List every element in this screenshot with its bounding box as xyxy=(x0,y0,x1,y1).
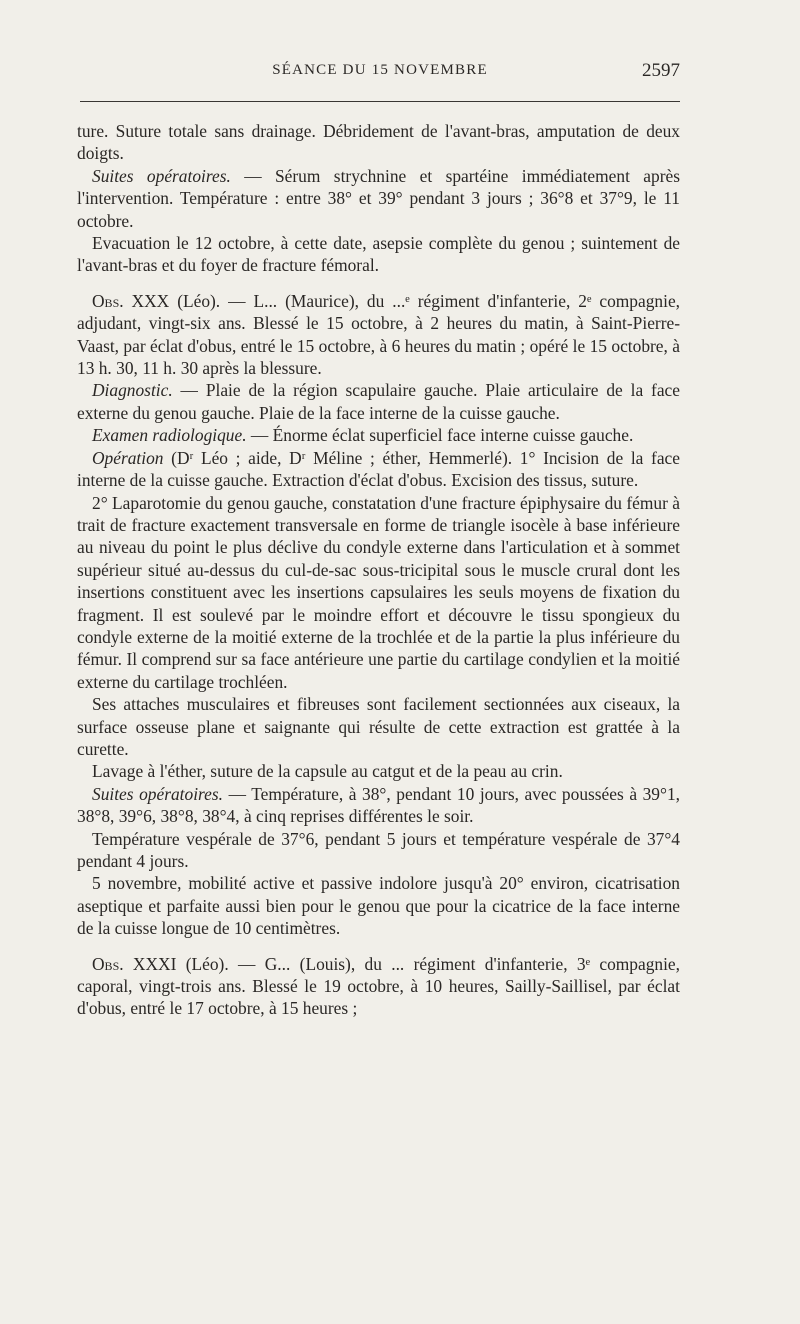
paragraph-text: 5 novembre, mobilité active et passive indolore jusqu'à 20° environ, cicatrisation aseptique et parfaite aussi bien pour le genou que pour la cicatrice de la face interne de la cuisse longue de 10 centimètres. xyxy=(77,873,680,939)
paragraph-text: Température vespérale de 37°6, pendant 5 jours et température vespérale de 37°4 pendant 4 jours. xyxy=(77,828,680,871)
header-rule xyxy=(80,101,680,102)
body-text xyxy=(77,120,680,1020)
paragraph-text: — Plaie de la région scapulaire gauche. Plaie articulaire de la face externe du genou gauche. Plaie de la face interne de la cuisse gauche. xyxy=(77,380,680,423)
paragraph-text: ture. Suture totale sans drainage. Débridement de l'avant-bras, amputation de deux doigts. xyxy=(77,121,680,164)
running-head: SÉANCE DU 15 NOVEMBRE xyxy=(272,62,488,78)
paragraph-text: — Sérum strychnine et spartéine immédiatement après l'intervention. Température : entre 38° et 39° pendant 3 jours ; 36°8 et 37°9, le 11 octobre. xyxy=(77,165,680,231)
paragraph-obs-xxxi xyxy=(77,953,680,1020)
paragraph-laparotomie xyxy=(77,492,680,694)
paragraph-examen-radiologique xyxy=(77,424,680,446)
paragraph-text: Ses attaches musculaires et fibreuses sont facilement sectionnées aux ciseaux, la surface osseuse plane et saignante qui résulte de cette extraction est grattée à la curette. xyxy=(77,694,680,759)
paragraph-lead: Suites opératoires. xyxy=(92,165,231,186)
paragraph-text: 2° Laparotomie du genou gauche, constatation d'une fracture épiphysaire du fémur à trait de fracture exactement transversale en forme de triangle isocèle à base inférieure au niveau du point le plus déclive du condyle externe dans l'articulation et à sommet supérieur situé au-dessus du cul-de-sac sous-tricipital sous le muscle crural dont les insertions constituent avec les insertions capsulaires les seuls moyens de fixation du fragment. Il est soulevé par le moindre effort et découvre le tissu spongieux du condyle externe de la moitié externe de la trochlée et de la partie la plus inférieure du fémur. Il comprend sur sa face antérieure une partie du cartilage condylien et la moitié externe du cartilage trochléen. xyxy=(77,492,680,692)
paragraph-text: Lavage à l'éther, suture de la capsule au catgut et de la peau au crin. xyxy=(92,761,563,782)
paragraph-text: (Léo). — L... (Maurice), du ...ᵉ régiment d'infanterie, 2ᵉ compagnie, adjudant, vingt-six ans. Blessé le 15 octobre, à 2 heures du matin, à Saint-Pierre-Vaast, par éclat d'obus, entré le 15 octobre, à 6 heures du matin ; opéré le 15 octobre, à 13 h. 30, 11 h. 30 après la blessure. xyxy=(77,290,681,379)
paragraph-lead: Suites opératoires. xyxy=(92,783,223,804)
paragraph-lead: Diagnostic. xyxy=(92,380,173,401)
paragraph-diagnostic xyxy=(77,379,680,424)
paragraph-5-novembre xyxy=(77,872,680,939)
paragraph-obs-xxx xyxy=(77,290,680,380)
paragraph-text: Evacuation le 12 octobre, à cette date, asepsie complète du genou ; suintement de l'avant-bras et du foyer de fracture fémoral. xyxy=(77,233,680,276)
paragraph-text: (Dʳ Léo ; aide, Dʳ Méline ; éther, Hemmerlé). 1° Incision de la face interne de la cuisse gauche. Extraction d'éclat d'obus. Excision des tissus, suture. xyxy=(77,447,680,491)
paragraph-operation xyxy=(77,447,680,492)
page-header xyxy=(80,60,680,90)
paragraph-continuation xyxy=(77,120,680,165)
paragraph-suites-operatoires-2 xyxy=(77,783,680,828)
paragraph-text: — Énorme éclat superficiel face interne cuisse gauche. xyxy=(246,425,634,446)
paragraph-text: — Température, à 38°, pendant 10 jours, avec poussées à 39°1, 38°8, 39°6, 38°8, 38°4, à cinq reprises différentes le soir. xyxy=(77,783,680,827)
paragraph-temperature-vesperale xyxy=(77,828,680,873)
paragraph-lead: Examen radiologique. xyxy=(92,425,247,446)
paragraph-lead: Opération xyxy=(92,447,164,468)
observation-label: Obs. XXX xyxy=(92,290,170,311)
paragraph-lavage xyxy=(77,760,680,782)
paragraph-suites-operatoires xyxy=(77,165,680,232)
page-number: 2597 xyxy=(642,60,680,81)
paragraph-attaches xyxy=(77,693,680,760)
paragraph-text: (Léo). — G... (Louis), du ... régiment d'infanterie, 3ᵉ compagnie, caporal, vingt-trois ans. Blessé le 19 octobre, à 10 heures, Sailly-Saillisel, par éclat d'obus, entré le 17 octobre, à 15 heures ; xyxy=(77,953,680,1019)
paragraph-evacuation xyxy=(77,232,680,277)
observation-label: Obs. XXXI xyxy=(92,953,177,974)
